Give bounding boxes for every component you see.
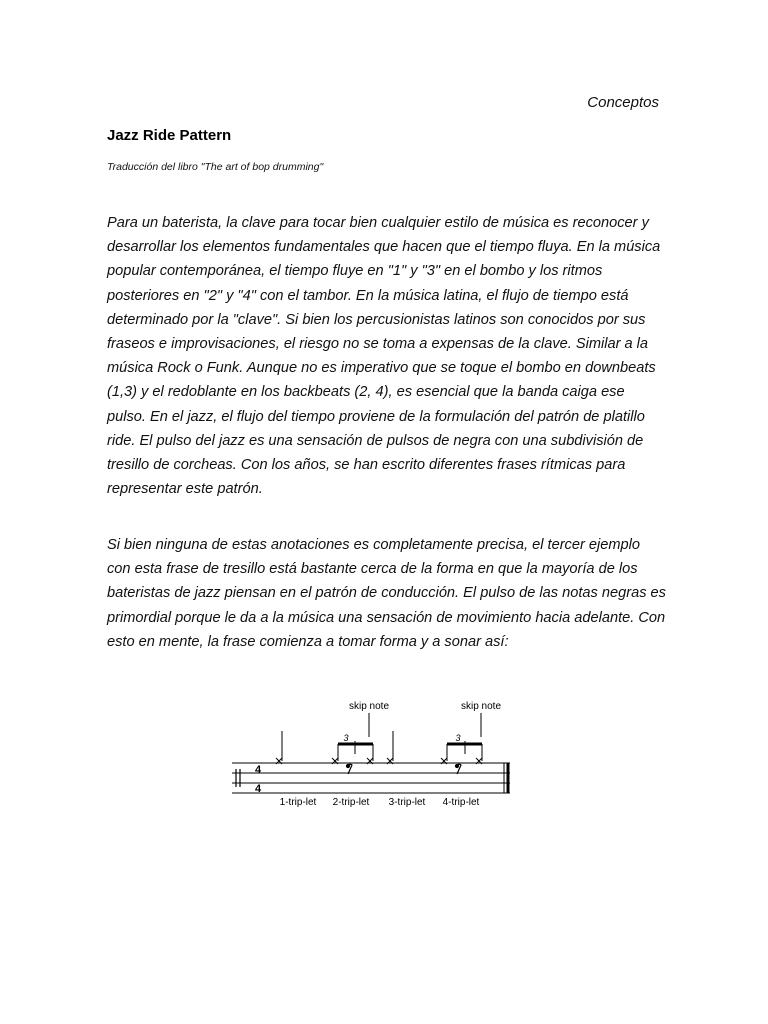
skip-note-label: skip note <box>348 701 390 712</box>
paragraph-1: Para un baterista, la clave para tocar bien cualquier estilo de música es reconocer y desarrollar los elementos fundamentales que hacen que el tiempo fluya. En la música popular contemporánea, el tiempo fluye en "1" y "3" en el bombo y los ritmos posteriores en "2" y "4" con el tambor. En la música latina, el flujo de tiempo está determinado por la "clave". Si bien los percusionistas latinos son conocidos por sus fraseos e improvisaciones, el riesgo no se toma a expensas de la clave. Similar a la música Rock o Funk. Aunque no es imperativo que se toque el bombo en downbeats (1,3) y el redoblante en los backbeats (2, 4), es esencial que la banda caiga ese pulso. En el jazz, el flujo del tiempo proviene de la formulación del patrón de platillo ride. El pulso del jazz es una sensación de pulsos de negra con una subdivisión de tresillo de corcheas. Con los años, se han escrito diferentes frases rítmicas para representar este patrón. <box>107 215 661 498</box>
time-signature-bottom: 4 <box>254 783 262 795</box>
notation-svg <box>228 693 518 813</box>
count-label: 4-trip-let <box>442 797 480 808</box>
skip-note-label: skip note <box>460 701 502 712</box>
document-title: Jazz Ride Pattern <box>107 127 232 144</box>
ride-triplet-beat-2 <box>332 741 373 774</box>
triplet-mark: 3 <box>343 733 349 743</box>
triplet-mark: 3 <box>455 733 461 743</box>
ride-triplet-beat-4 <box>441 741 482 774</box>
ride-note-beat-3 <box>387 731 393 764</box>
ride-note-beat-1 <box>276 731 282 764</box>
ride-pattern-notation <box>228 693 518 813</box>
count-label: 3-trip-let <box>388 797 426 808</box>
count-label: 1-trip-let <box>279 797 317 808</box>
document-subtitle: Traducción del libro "The art of bop drumming" <box>107 161 324 173</box>
page-header: Conceptos <box>587 94 659 111</box>
paragraph-2: Si bien ninguna de estas anotaciones es completamente precisa, el tercer ejemplo con esta frase de tresillo está bastante cerca de la forma en que la mayoría de los bateristas de jazz piensan en el patrón de conducción. El pulso de las notas negras es primordial porque le da a la música una sensación de movimiento hacia adelante. Con esto en mente, la frase comienza a tomar forma y a sonar así: <box>107 537 666 650</box>
count-label: 2-trip-let <box>332 797 370 808</box>
time-signature-top: 4 <box>254 764 262 776</box>
